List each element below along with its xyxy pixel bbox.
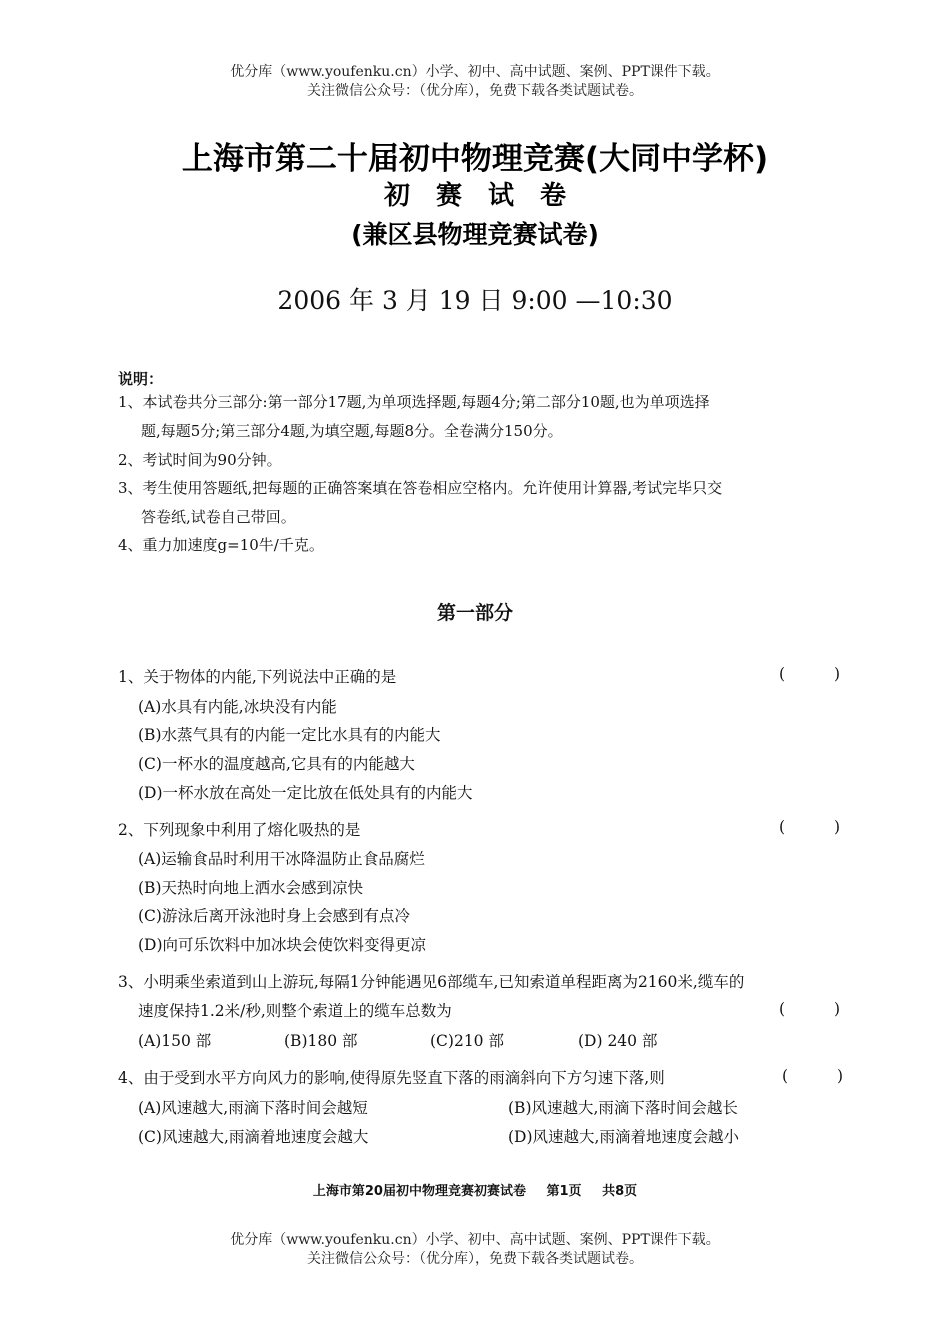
question-4-stem: 4、由于受到水平方向风力的影响,使得原先竖直下落的雨滴斜向下方匀速下落,则 — [118, 1069, 665, 1087]
question-1-answer-paren: ( ) — [779, 665, 863, 683]
footer-total-pages: 共8页 — [602, 1184, 638, 1199]
question-3-stem: 3、小明乘坐索道到山上游玩,每隔1分钟能遇见6部缆车,已知索道单程距离为2160米,缆车的 — [118, 973, 745, 991]
question-3-option-d: (D) 240 部 — [578, 1032, 658, 1050]
section-title: 第一部分 — [436, 602, 513, 624]
question-2-stem: 2、下列现象中利用了熔化吸热的是 — [118, 821, 361, 839]
question-2-answer-paren: ( ) — [779, 818, 863, 836]
instruction-3: 3、考生使用答题纸,把每题的正确答案填在答卷相应空格内。允许使用计算器,考试完毕只交 — [118, 479, 723, 497]
question-3-option-b: (B)180 部 — [284, 1032, 358, 1050]
question-3-stem-cont: 速度保持1.2米/秒,则整个索道上的缆车总数为 — [138, 1002, 452, 1020]
footer-title: 上海市第20届初中物理竞赛初赛试卷 — [312, 1184, 526, 1199]
question-1-stem: 1、关于物体的内能,下列说法中正确的是 — [118, 668, 397, 686]
question-3-option-c: (C)210 部 — [430, 1032, 504, 1050]
page-footer — [0, 1180, 950, 1199]
exam-subtitle: 初赛试卷 — [383, 181, 592, 211]
footer-page-number: 第1页 — [546, 1184, 582, 1199]
question-4-option-d: (D)风速越大,雨滴着地速度会越小 — [508, 1128, 739, 1146]
top-banner-line2: 关注微信公众号：（优分库），免费下载各类试题试卷。 — [307, 83, 643, 99]
question-3-option-a: (A)150 部 — [138, 1032, 212, 1050]
question-1-option-c: (C)一杯水的温度越高,它具有的内能越大 — [138, 755, 415, 773]
bottom-banner-line2: 关注微信公众号：（优分库），免费下载各类试题试卷。 — [307, 1251, 643, 1267]
question-2-option-d: (D)向可乐饮料中加冰块会使饮料变得更凉 — [138, 936, 427, 954]
question-4-option-a: (A)风速越大,雨滴下落时间会越短 — [138, 1099, 368, 1117]
question-4-answer-paren: ( ) — [782, 1067, 866, 1085]
exam-subtitle-2: (兼区县物理竞赛试卷) — [351, 220, 599, 249]
question-1-option-d: (D)一杯水放在高处一定比放在低处具有的内能大 — [138, 784, 473, 802]
bottom-banner-line1: 优分库（www.youfenku.cn）小学、初中、高中试题、案例、PPT课件下载。 — [230, 1232, 720, 1248]
top-banner-line1: 优分库（www.youfenku.cn）小学、初中、高中试题、案例、PPT课件下载。 — [230, 64, 720, 80]
instructions-heading: 说明： — [118, 370, 164, 388]
question-1-option-b: (B)水蒸气具有的内能一定比水具有的内能大 — [138, 726, 441, 744]
question-4-option-c: (C)风速越大,雨滴着地速度会越大 — [138, 1128, 369, 1146]
instruction-3-cont: 答卷纸,试卷自己带回。 — [141, 508, 296, 526]
exam-title: 上海市第二十届初中物理竞赛(大同中学杯) — [181, 141, 769, 177]
question-2-option-b: (B)天热时向地上洒水会感到凉快 — [138, 879, 363, 897]
instruction-1: 1、本试卷共分三部分:第一部分17题,为单项选择题,每题4分;第二部分10题,也为单项选择 — [118, 393, 710, 411]
question-2-option-c: (C)游泳后离开泳池时身上会感到有点冷 — [138, 907, 410, 925]
instruction-4: 4、重力加速度g=10牛/千克。 — [118, 536, 324, 554]
question-1-option-a: (A)水具有内能,冰块没有内能 — [138, 698, 337, 716]
instruction-2: 2、考试时间为90分钟。 — [118, 451, 282, 469]
exam-date: 2006 年 3 月 19 日 9:00 —10:30 — [277, 286, 673, 315]
question-2-option-a: (A)运输食品时利用干冰降温防止食品腐烂 — [138, 850, 425, 868]
question-3-answer-paren: ( ) — [779, 1000, 863, 1018]
instruction-1-cont: 题,每题5分;第三部分4题,为填空题,每题8分。全卷满分150分。 — [141, 422, 563, 440]
question-4-option-b: (B)风速越大,雨滴下落时间会越长 — [508, 1099, 738, 1117]
